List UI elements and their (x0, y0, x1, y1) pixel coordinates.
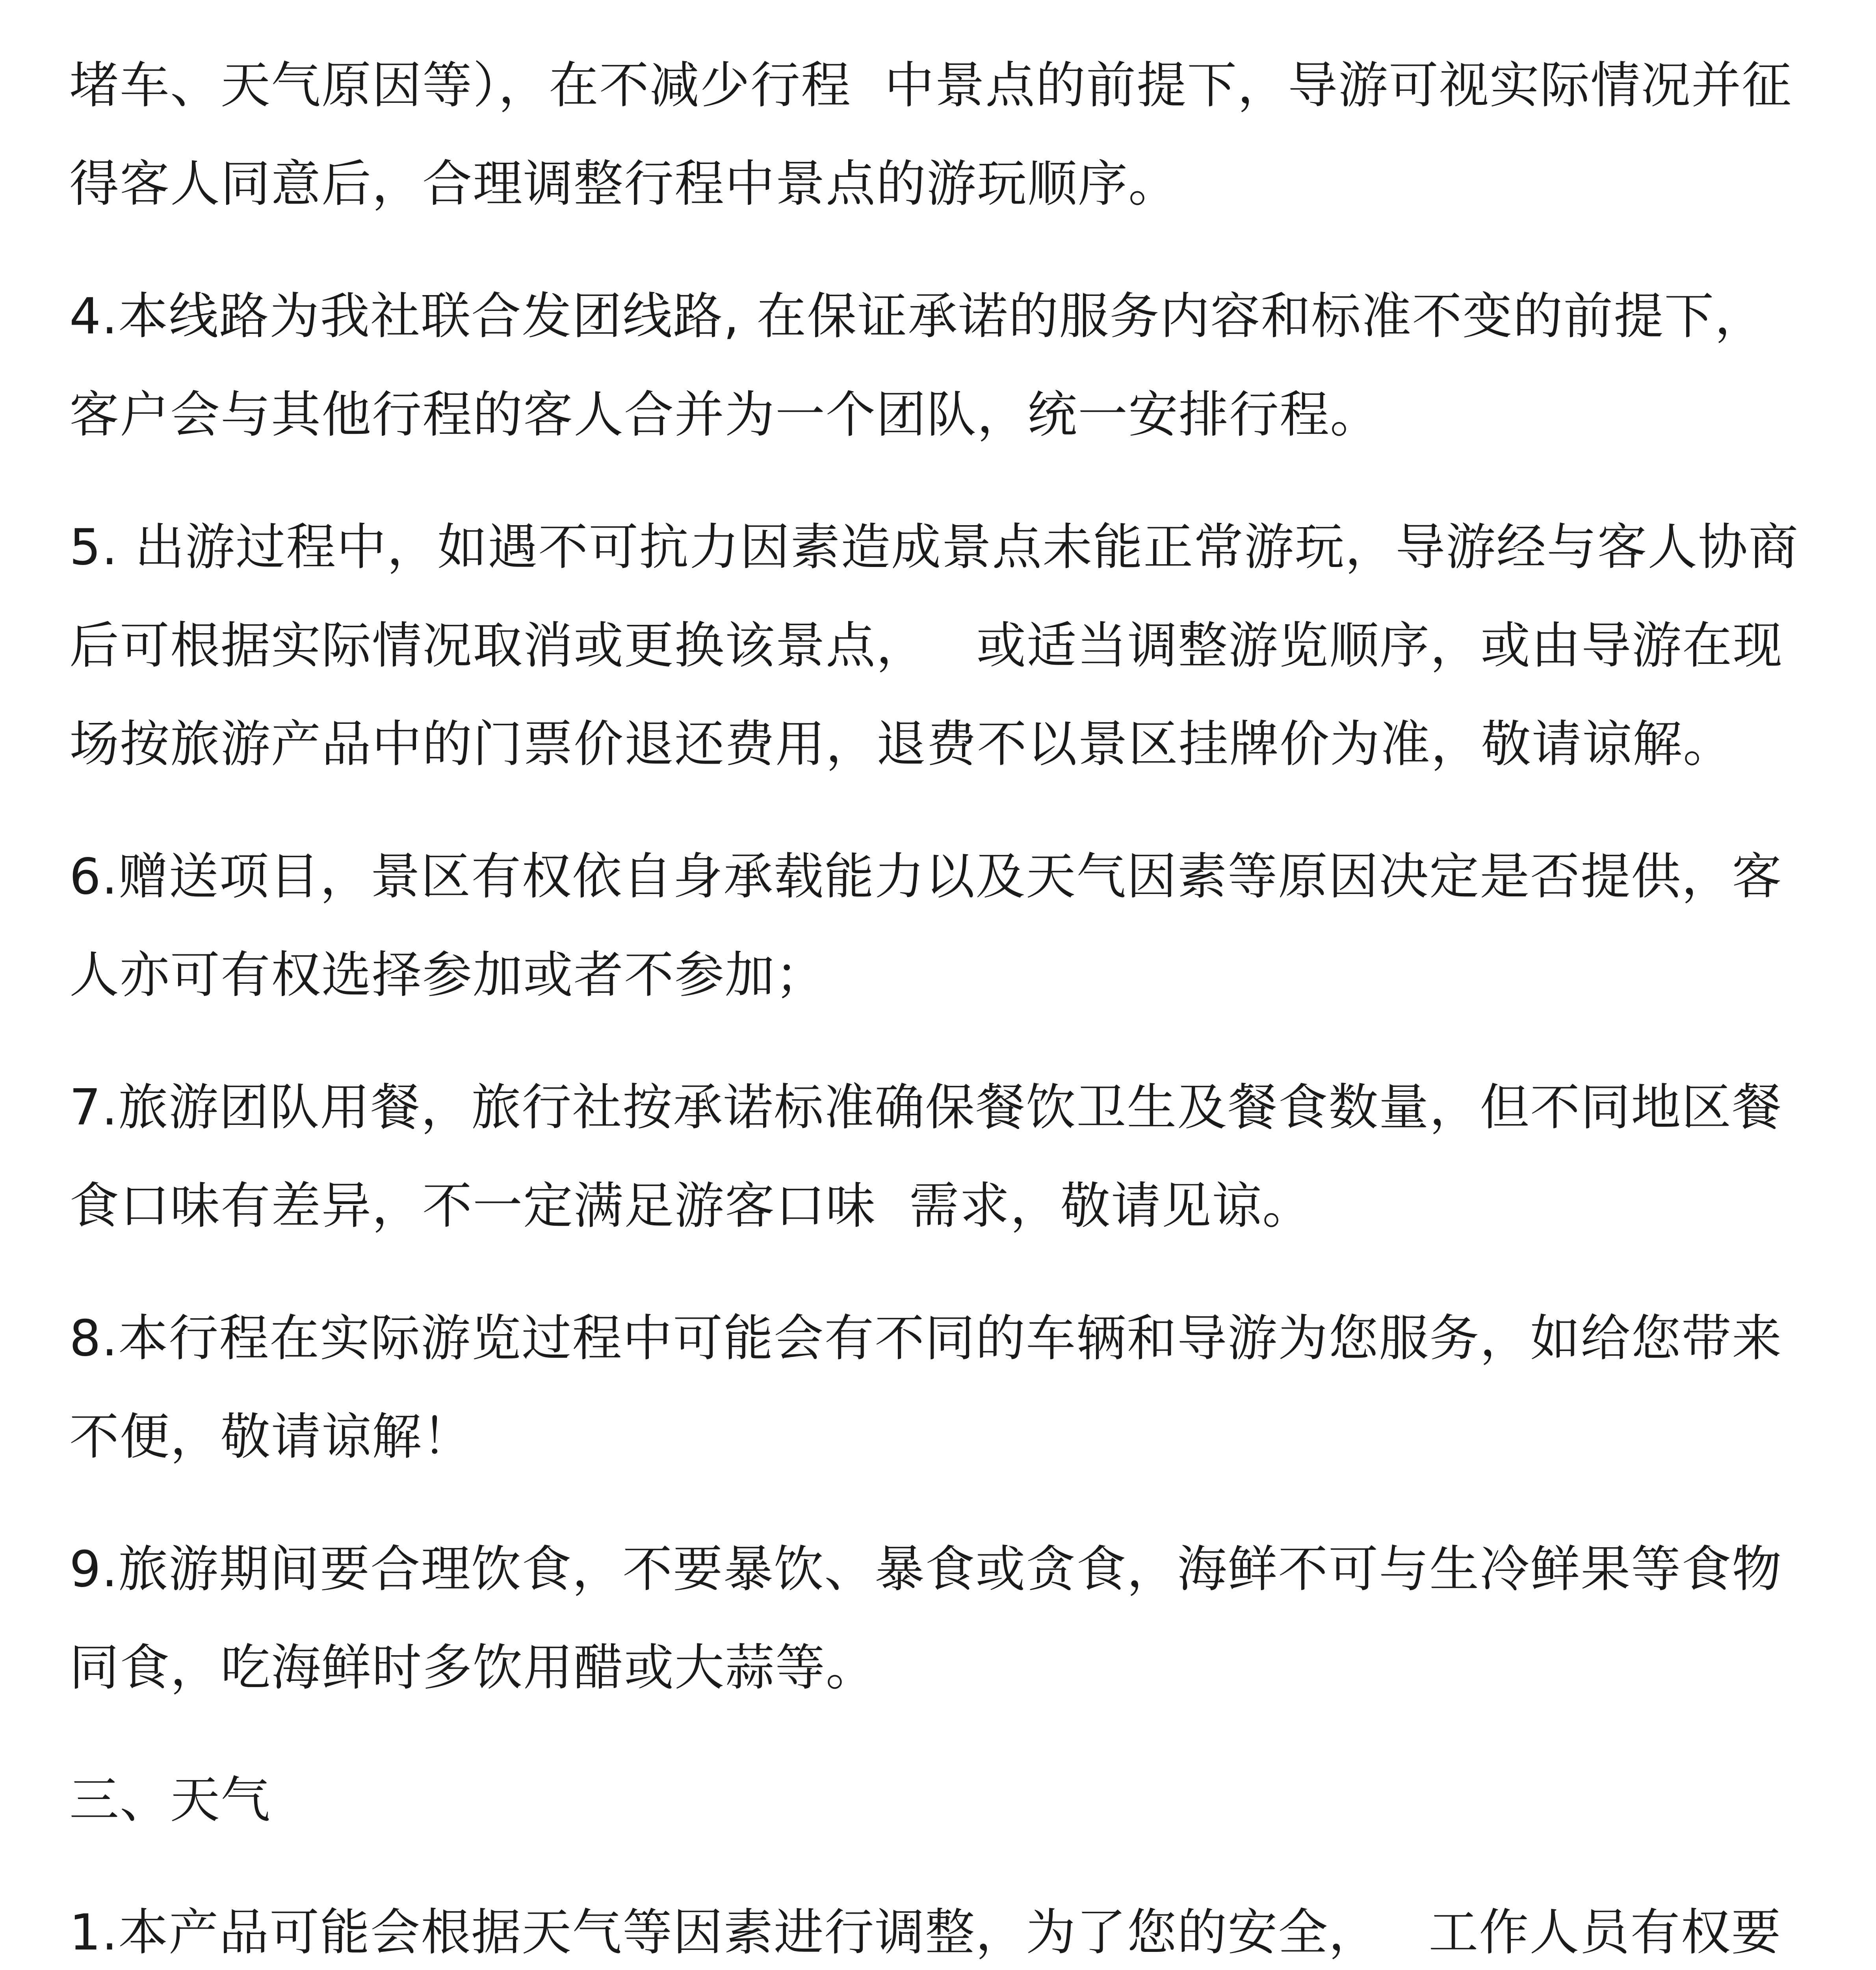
paragraph-joint-group: 4.本线路为我社联合发团线路, 在保证承诺的服务内容和标准不变的前提下， 客户会与其他行程的客人合并为一个团队，统一安排行程。 (69, 287, 1782, 444)
paragraph-itinerary-adjustment: 堵车、天气原因等），在不减少行程 中景点的前提下，导游可视实际情况并征得客人同意后，合理调整行程中景点的游玩顺序。 (69, 56, 1792, 213)
paragraph-force-majeure: 5. 出游过程中，如遇不可抗力因素造成景点未能正常游玩，导游经与客人协商后可根据实际情况取消或更换该景点， 或适当调整游览顺序，或由导游在现场按旅游产品中的门票价退还费用，退费不以景区挂牌价为准，敬请谅解。 (69, 518, 1799, 773)
section-heading-weather: 三、天气 (69, 1771, 271, 1829)
paragraph-complimentary-items: 6.赠送项目，景区有权依自身承载能力以及天气因素等原因决定是否提供，客人亦可有权选择参加或者不参加； (69, 847, 1783, 1004)
paragraph-vehicles-guides: 8.本行程在实际游览过程中可能会有不同的车辆和导游为您服务，如给您带来不便，敬请谅解！ (69, 1309, 1783, 1466)
paragraph-group-meals: 7.旅游团队用餐，旅行社按承诺标准确保餐饮卫生及餐食数量，但不同地区餐食口味有差异，不一定满足游客口味 需求，敬请见谅。 (69, 1078, 1783, 1235)
paragraph-diet-advice: 9.旅游期间要合理饮食，不要暴饮、暴食或贪食，海鲜不可与生冷鲜果等食物同食，吃海鲜时多饮用醋或大蒜等。 (69, 1540, 1783, 1697)
paragraph-weather-adjustment: 1.本产品可能会根据天气等因素进行调整，为了您的安全， 工作人员有权要 (69, 1903, 1782, 1961)
